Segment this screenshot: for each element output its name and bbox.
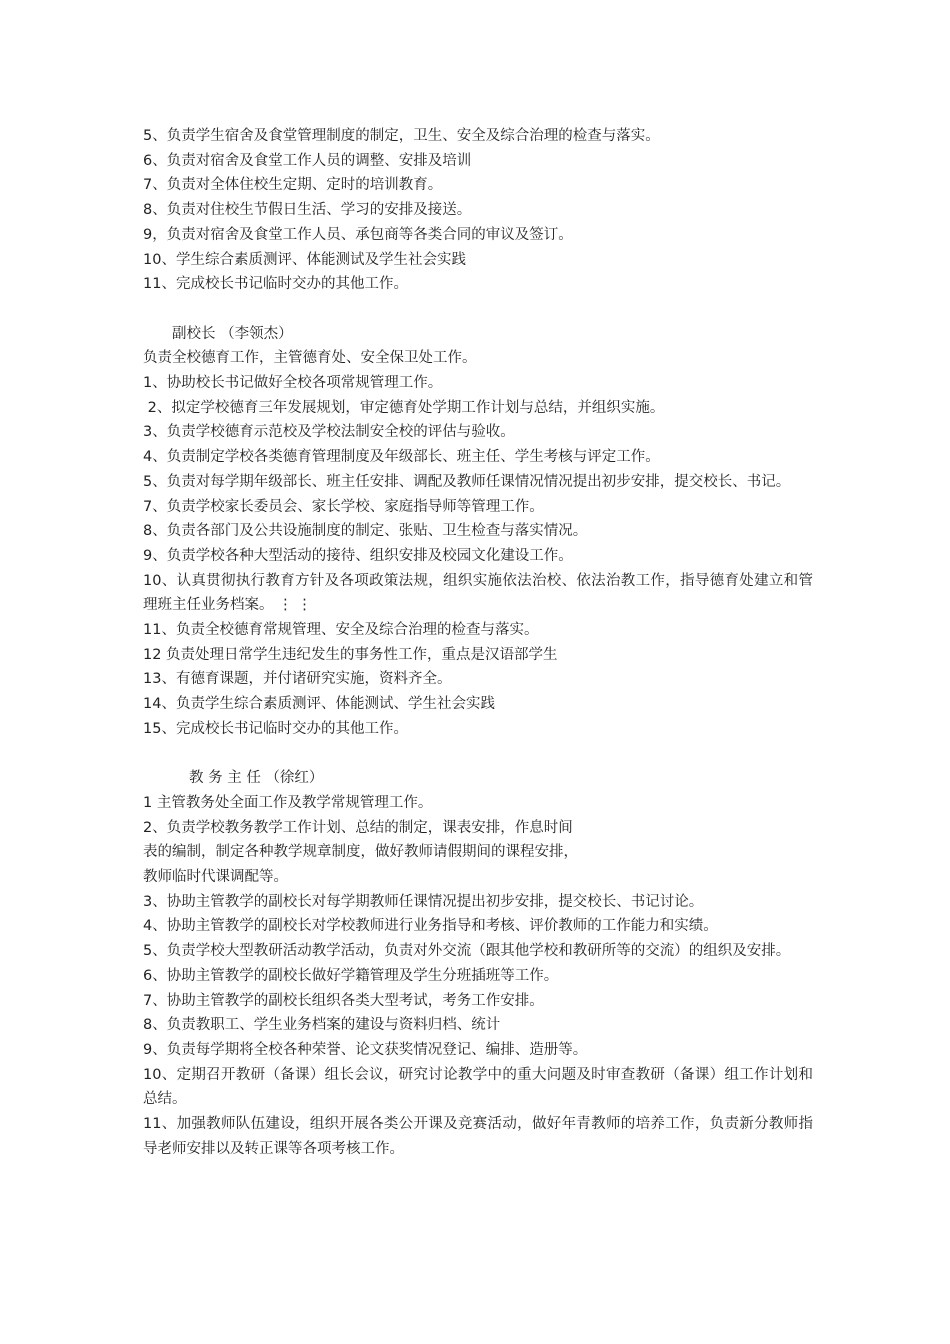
duty-item: 14、负责学生综合素质测评、体能测试、学生社会实践: [143, 696, 495, 713]
duty-item: 7、负责学校家长委员会、家长学校、家庭指导师等管理工作。: [143, 498, 544, 515]
intro-line: 9，负责对宿舍及食堂工作人员、承包商等各类合同的审议及签订。: [143, 226, 573, 243]
duty-item: 9、负责学校各种大型活动的接待、组织安排及校园文化建设工作。: [143, 547, 573, 564]
intro-section: [143, 124, 813, 297]
duty-item: 10、认真贯彻执行教育方针及各项政策法规，组织实施依法治校、依法治教工作，指导德育处建立和管理班主任业务档案。 ⋮ ⋮: [143, 572, 813, 614]
intro-line: 8、负责对住校生节假日生活、学习的安排及接送。: [143, 202, 472, 219]
intro-line: 10、学生综合素质测评、体能测试及学生社会实践: [143, 251, 466, 268]
duty-item: 4、协助主管教学的副校长对学校教师进行业务指导和考核、评价教师的工作能力和实绩。: [143, 918, 718, 935]
duty-item: 11、加强教师队伍建设，组织开展各类公开课及竞赛活动，做好年青教师的培养工作，负责新分教师指导老师安排以及转正课等各项考核工作。: [143, 1116, 813, 1157]
document-body: [143, 124, 813, 1162]
duty-item: 3、协助主管教学的副校长对每学期教师任课情况提出初步安排，提交校长、书记讨论。: [143, 893, 704, 910]
duty-item: 9、负责每学期将全校各种荣誉、论文获奖情况登记、编排、造册等。: [143, 1041, 588, 1058]
duty-item: 13、有德育课题，并付诸研究实施，资料齐全。: [143, 671, 452, 688]
duty-item: 5、负责学校大型教研活动教学活动，负责对外交流（跟其他学校和教研所等的交流）的组织及安排。: [143, 943, 791, 960]
duty-item: 3、负责学校德育示范校及学校法制安全校的评估与验收。: [143, 424, 515, 441]
duty-item: 12 负责处理日常学生违纪发生的事务性工作，重点是汉语部学生: [143, 646, 558, 663]
duty-item: 2、拟定学校德育三年发展规划，审定德育处学期工作计划与总结，并组织实施。: [143, 399, 665, 416]
academic-director-section: [143, 766, 813, 1161]
duty-item: 8、负责各部门及公共设施制度的制定、张贴、卫生检查与落实情况。: [143, 523, 588, 540]
duty-item: 11、负责全校德育常规管理、安全及综合治理的检查与落实。: [143, 622, 539, 639]
intro-line: 11、完成校长书记临时交办的其他工作。: [143, 276, 408, 293]
duty-item: 表的编制，制定各种教学规章制度，做好教师请假期间的课程安排，: [143, 844, 578, 861]
intro-line: 7、负责对全体住校生定期、定时的培训教育。: [143, 177, 443, 194]
duty-item: 8、负责教职工、学生业务档案的建设与资料归档、统计: [143, 1017, 501, 1034]
vice-principal-section: [143, 322, 813, 742]
duty-item: 10、定期召开教研（备课）组长会议，研究讨论教学中的重大问题及时审查教研（备课）组工作计划和总结。: [143, 1066, 813, 1108]
duty-item: 6、协助主管教学的副校长做好学籍管理及学生分班插班等工作。: [143, 967, 559, 984]
duty-item: 2、负责学校教务教学工作计划、总结的制定，课表安排，作息时间: [143, 819, 573, 836]
duty-item: 7、协助主管教学的副校长组织各类大型考试，考务工作安排。: [143, 992, 544, 1009]
duty-item: 教师临时代课调配等。: [143, 869, 288, 886]
intro-line: 5、负责学生宿舍及食堂管理制度的制定，卫生、安全及综合治理的检查与落实。: [143, 128, 660, 144]
duty-item: 5、负责对每学期年级部长、班主任安排、调配及教师任课情况情况提出初步安排，提交校长、书记。: [143, 473, 791, 490]
vice-principal-summary: 负责全校德育工作，主管德育处、安全保卫处工作。: [143, 350, 477, 367]
duty-item: 1 主管教务处全面工作及教学常规管理工作。: [143, 794, 433, 811]
duty-item: 4、负责制定学校各类德育管理制度及年级部长、班主任、学生考核与评定工作。: [143, 449, 660, 466]
intro-line: 6、负责对宿舍及食堂工作人员的调整、安排及培训: [143, 152, 472, 169]
duty-item: 1、协助校长书记做好全校各项常规管理工作。: [143, 375, 443, 392]
duty-item: 15、完成校长书记临时交办的其他工作。: [143, 720, 408, 737]
academic-director-heading: 教 务 主 任 （徐红）: [189, 770, 324, 787]
vice-principal-heading: 副校长 （李领杰）: [172, 325, 293, 342]
